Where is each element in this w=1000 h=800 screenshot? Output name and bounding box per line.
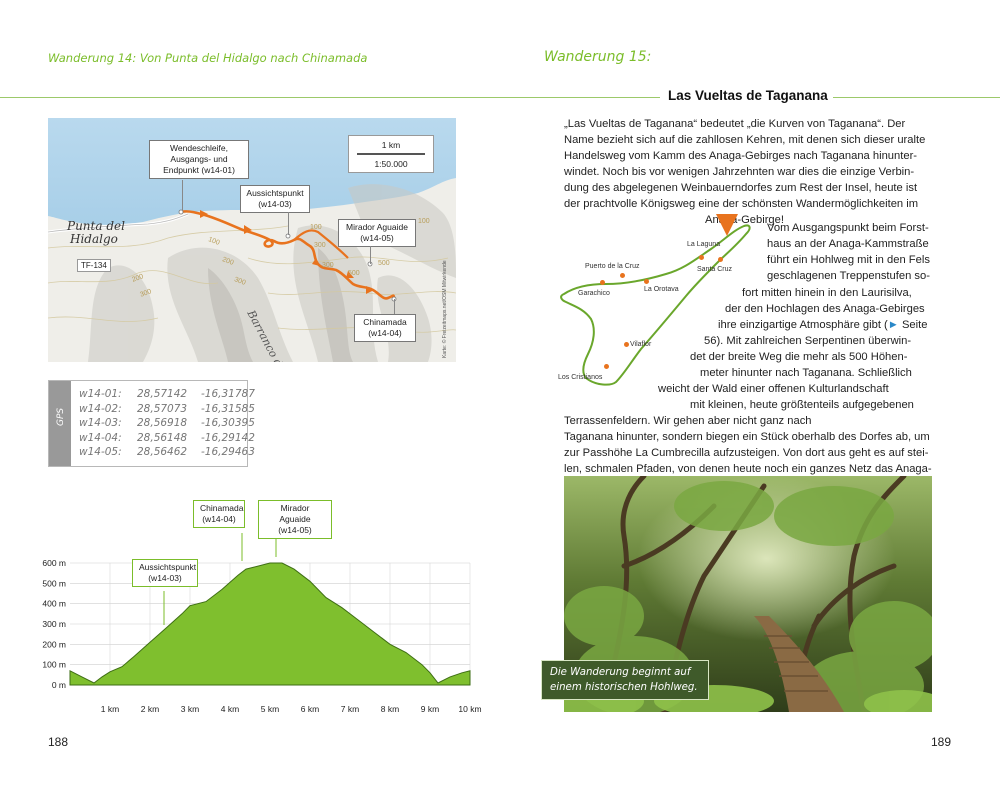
text-line: len, schmalen Pfaden, von denen heute noch ein ganzes Netz das Anaga- [564,463,932,475]
left-header-rule [0,97,500,98]
x-tick-label: 2 km [140,704,160,714]
text-line: führt ein Hohlweg mit in den Fels [767,254,930,266]
y-tick-label: 100 m [42,659,66,670]
town-label: Puerto de la Cruz [585,263,640,270]
photo-caption: Die Wanderung beginnt auf einem historischen Hohlweg. [541,660,709,700]
y-tick-label: 0 m [51,680,66,690]
x-tick-label: 9 km [420,704,440,714]
text-line: 56). Mit zahlreichen Serpentinen überwin- [704,335,912,347]
text-line: Vom Ausgangspunkt beim Forst- [767,222,929,234]
text-line: haus an der Anaga-Kammstraße [767,238,929,250]
text-line: geschlagenen Treppenstufen so- [767,270,930,282]
y-tick-label: 300 m [42,619,66,629]
x-tick-label: 1 km [100,704,120,714]
town-label: Garachico [578,290,610,297]
text-line: fort mitten hinein in den Laurisilva, [742,287,912,299]
y-tick-label: 600 m [42,558,66,568]
left-page-number: 188 [48,735,69,749]
x-tick-label: 8 km [380,704,400,714]
walk-title: Las Vueltas de Taganana [668,88,828,103]
map-road-label: TF-134 [77,259,111,272]
contour-label: 100 [207,236,221,247]
callout-leader [370,246,371,264]
text-line: dung des abgelegenen Weinbauerndorfes zum Rest der Insel, heute ist [564,182,918,194]
contour-label: 500 [378,260,390,267]
map-callout-mirador: Mirador Aguaide (w14-05) [338,219,416,247]
gps-row: w14-01: 28,57142 -16,31787 [79,388,255,400]
x-tick-label: 4 km [220,704,240,714]
text-line: Taganana hinunter, sondern biegen ein Stück oberhalb des Dorfes ab, um [564,431,930,443]
text-line: Name bezieht sich auf die zahllosen Kehren, mit denen sich dieser uralte [564,134,926,146]
town-label: Santa Cruz [697,266,733,273]
y-tick-label: 400 m [42,598,66,609]
contour-label: 300 [233,276,247,287]
town-dot [718,257,723,262]
right-running-header: Wanderung 15: [544,49,652,65]
contour-label: 300 [139,288,153,299]
right-page-number: 189 [931,735,952,749]
contour-label: 100 [310,224,322,231]
map-credit: Karte: © Freizeitmaps.net/OSM Mitwirkende [442,260,448,358]
text-line: Terrassenfeldern. Wir gehen aber nicht ganz nach [564,415,812,427]
text-run: Seite [901,319,928,331]
gps-sidebar [49,381,71,466]
text-line: der prachtvolle Königsweg eine der schönsten Wandermöglichkeiten im [564,198,919,210]
scale-distance: 1 km [381,140,401,150]
contour-label: 300 [322,262,334,269]
text-line: „Las Vueltas de Taganana“ bedeutet „die Kurven von Taganana“. Der [564,118,906,130]
map-callout-start: Wendeschleife, Ausgangs- und Endpunkt (w14-01) [149,140,249,179]
town-dot [600,280,605,285]
y-tick-label: 200 m [42,639,66,650]
town-dot [620,273,625,278]
text-line: der den Hochlagen des Anaga-Gebirges [725,303,925,315]
town-dot [604,364,609,369]
text-line: Handelsweg vom Kamm des Anaga-Gebirges nach Taganana hinunter- [564,150,918,162]
contour-label: 200 [221,256,235,267]
town-label: Los Cristianos [558,374,603,381]
island-marker-icon [716,214,738,236]
text-line: det der breite Weg die mehr als 500 Höhen- [690,351,908,363]
text-line: Anaga-Gebirge! [705,214,784,226]
town-label: La Laguna [687,241,721,248]
callout-leader [394,299,395,314]
y-tick-label: 500 m [42,578,66,589]
right-header-rule-left [500,97,660,98]
contour-label: 300 [314,242,326,249]
map-scale-box [348,135,434,173]
contour-label: 500 [348,270,360,277]
gps-row: w14-03: 28,56918 -16,30395 [79,417,255,429]
map-valley-label: Barranco [244,308,281,360]
text-line: weicht der Wald einer offenen Kulturlandschaft [658,383,889,395]
elev-callout-mirador: Mirador Aguaide (w14-05) [258,500,332,539]
gps-rows [79,387,255,460]
gps-row: w14-02: 28,57073 -16,31585 [79,402,255,415]
route-map [48,118,456,362]
scale-ratio: 1:50.000 [374,159,408,169]
text-line: windet. Noch bis vor wenigen Jahrzehnten war dies die einzige Verbin- [564,166,915,178]
town-dot [699,255,704,260]
gps-sidebar-label: GPS [56,407,66,426]
text-line: meter hinunter nach Taganana. Schließlich [700,367,912,379]
town-dot [624,342,629,347]
x-tick-label: 7 km [340,704,360,714]
left-running-header: Wanderung 14: Von Punta del Hidalgo nach Chinamada [48,51,368,65]
map-callout-viewpoint: Aussichtspunkt (w14-03) [240,185,310,213]
map-place-label: Punta del Hidalgo [67,219,125,246]
island-outline [556,214,756,394]
callout-leader [288,212,289,235]
gps-row: w14-04: 28,56148 -16,29142 [79,431,255,444]
right-header-rule-right [833,97,1000,98]
elev-callout-viewpoint: Aussichtspunkt (w14-03) [132,559,198,587]
x-tick-label: 5 km [260,704,280,714]
callout-leader [182,180,183,210]
page-ref-arrow-icon: ► [887,319,899,331]
x-tick-label: 3 km [180,704,200,714]
scale-bar [357,153,425,155]
town-label: Vilaflor [630,341,652,348]
gps-box [48,380,255,467]
x-tick-label: 6 km [300,704,320,714]
elev-callout-chinamada: Chinamada (w14-04) [193,500,245,528]
text-line: mit kleinen, heute größtenteils aufgegebenen [690,399,914,411]
town-dot [644,279,649,284]
map-callout-chinamada: Chinamada (w14-04) [354,314,416,342]
contour-label: 100 [418,218,430,225]
elevation-profile [30,495,490,720]
contour-label: 200 [131,273,145,284]
text-line: zur Passhöhe La Cumbrecilla aufzusteigen. Von dort aus geht es auf stei- [564,447,929,459]
text-run: ihre einzigartige Atmosphäre gibt ( [718,319,888,331]
gps-row: w14-05: 28,56462 -16,29463 [79,446,255,458]
x-tick-label: 10 km [458,704,482,714]
island-map [556,214,756,394]
town-label: La Orotava [644,286,679,293]
